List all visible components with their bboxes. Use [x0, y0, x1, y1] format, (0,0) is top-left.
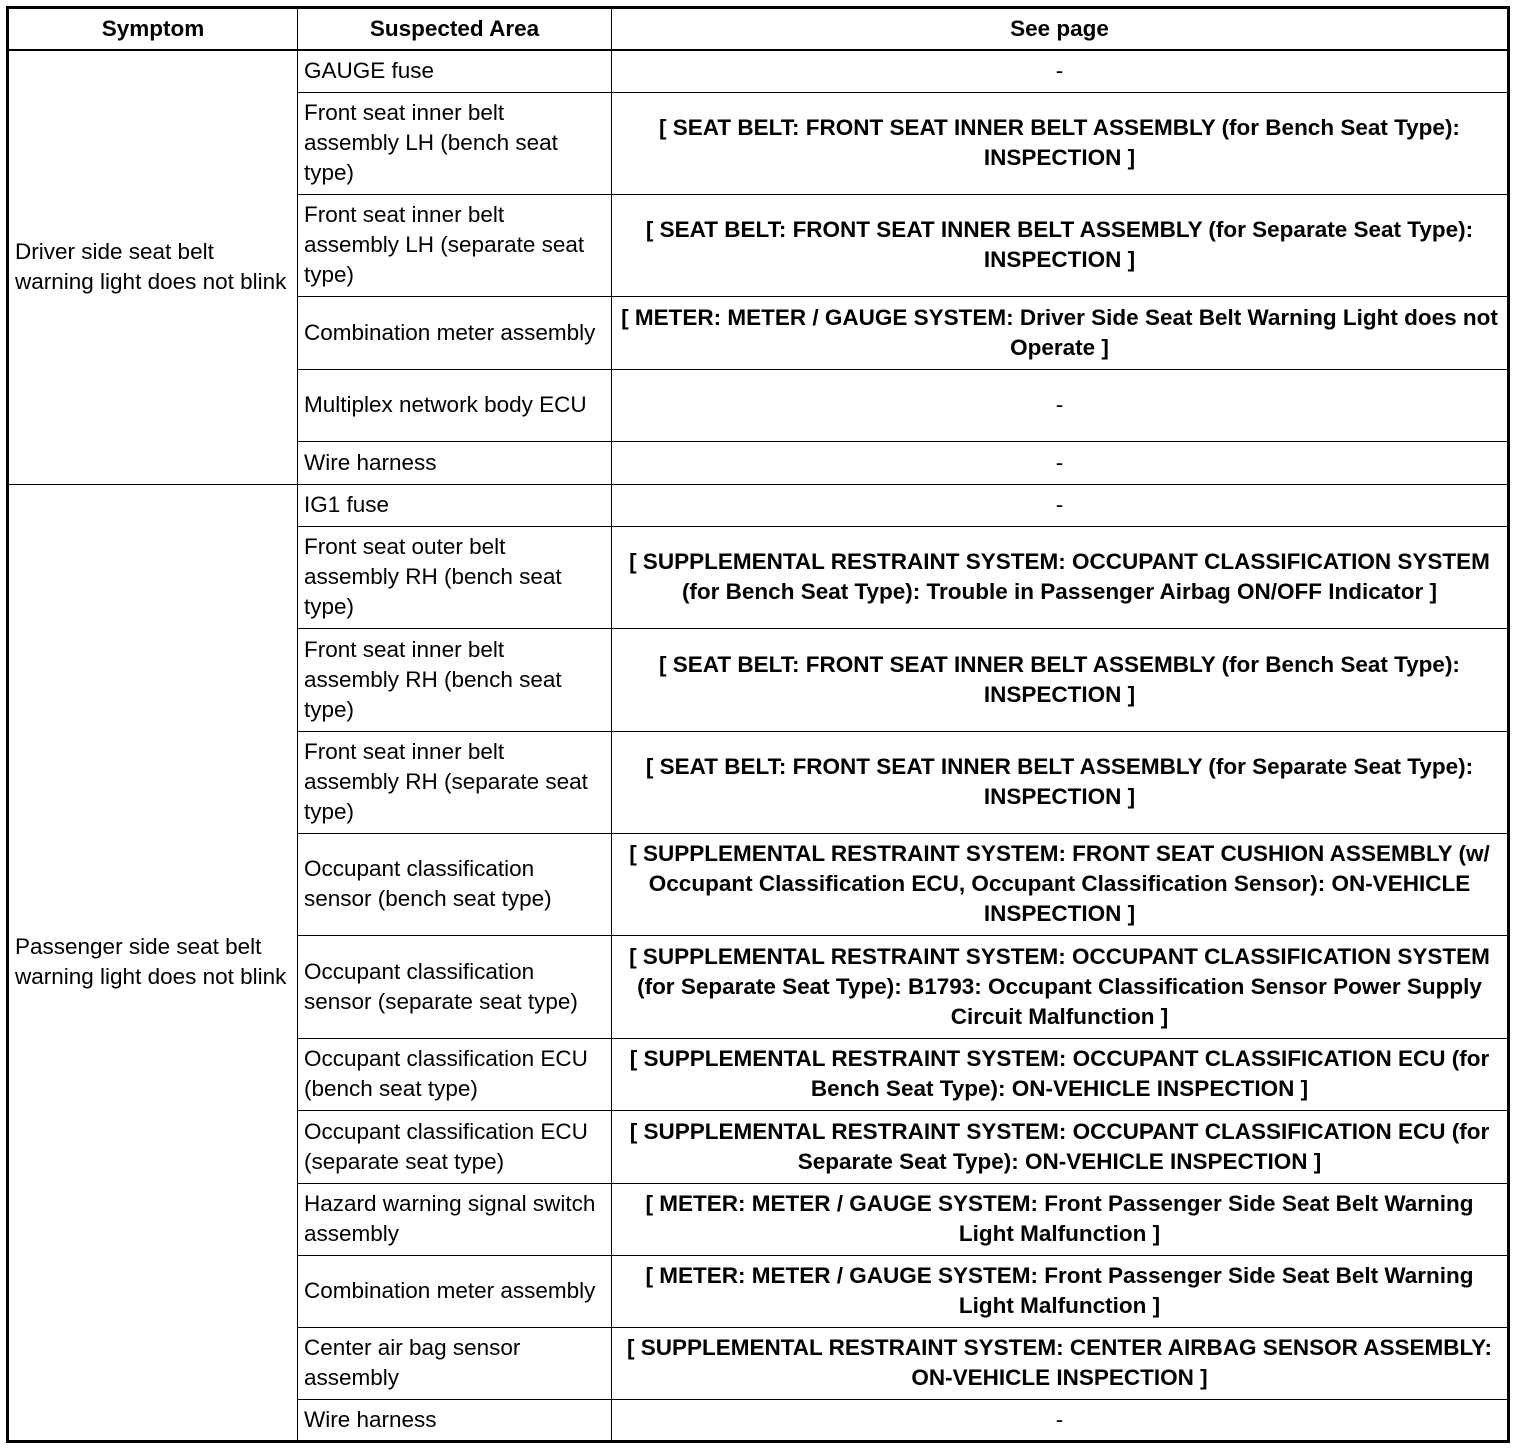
see-page-link[interactable]: [ METER: METER / GAUGE SYSTEM: Driver Side Seat Belt Warning Light does not Operate ]	[612, 296, 1509, 369]
table-row	[8, 484, 1509, 526]
symptom-cell: Driver side seat belt warning light does not blink	[8, 50, 298, 484]
see-page-link[interactable]: [ SUPPLEMENTAL RESTRAINT SYSTEM: CENTER AIRBAG SENSOR ASSEMBLY: ON-VEHICLE INSPECTION ]	[612, 1327, 1509, 1399]
suspected-area-cell: Combination meter assembly	[298, 1255, 612, 1327]
suspected-area-cell: Occupant classification ECU (separate seat type)	[298, 1110, 612, 1183]
suspected-area-cell: Combination meter assembly	[298, 296, 612, 369]
header-see-page: See page	[612, 8, 1509, 51]
no-reference-cell: -	[612, 484, 1509, 526]
suspected-area-cell: Front seat outer belt assembly RH (bench seat type)	[298, 526, 612, 628]
see-page-link[interactable]: [ SEAT BELT: FRONT SEAT INNER BELT ASSEMBLY (for Separate Seat Type): INSPECTION ]	[612, 194, 1509, 296]
suspected-area-cell: Multiplex network body ECU	[298, 369, 612, 441]
see-page-link[interactable]: [ METER: METER / GAUGE SYSTEM: Front Passenger Side Seat Belt Warning Light Malfunction ]	[612, 1255, 1509, 1327]
header-row	[8, 8, 1509, 51]
no-reference-cell: -	[612, 441, 1509, 484]
see-page-link[interactable]: [ SUPPLEMENTAL RESTRAINT SYSTEM: OCCUPANT CLASSIFICATION ECU (for Bench Seat Type): ON-VEHICLE INSPECTION ]	[612, 1038, 1509, 1110]
see-page-link[interactable]: [ SUPPLEMENTAL RESTRAINT SYSTEM: OCCUPANT CLASSIFICATION ECU (for Separate Seat Type): ON-VEHICLE INSPECTION ]	[612, 1110, 1509, 1183]
no-reference-cell: -	[612, 1399, 1509, 1441]
see-page-link[interactable]: [ SUPPLEMENTAL RESTRAINT SYSTEM: OCCUPANT CLASSIFICATION SYSTEM (for Separate Seat Type): B1793: Occupant Classification Sensor Power Supply Circuit Malfunction ]	[612, 935, 1509, 1038]
suspected-area-cell: GAUGE fuse	[298, 50, 612, 92]
table-row	[8, 50, 1509, 92]
suspected-area-cell: Front seat inner belt assembly RH (separate seat type)	[298, 731, 612, 833]
suspected-area-cell: Center air bag sensor assembly	[298, 1327, 612, 1399]
see-page-link[interactable]: [ SUPPLEMENTAL RESTRAINT SYSTEM: OCCUPANT CLASSIFICATION SYSTEM (for Bench Seat Type): Trouble in Passenger Airbag ON/OFF Indicator ]	[612, 526, 1509, 628]
suspected-area-cell: Wire harness	[298, 1399, 612, 1441]
see-page-link[interactable]: [ SEAT BELT: FRONT SEAT INNER BELT ASSEMBLY (for Bench Seat Type): INSPECTION ]	[612, 92, 1509, 194]
table-body	[8, 50, 1509, 1441]
suspected-area-cell: IG1 fuse	[298, 484, 612, 526]
suspected-area-cell: Wire harness	[298, 441, 612, 484]
symptom-cell: Passenger side seat belt warning light does not blink	[8, 484, 298, 1441]
suspected-area-cell: Front seat inner belt assembly LH (separate seat type)	[298, 194, 612, 296]
suspected-area-cell: Occupant classification ECU (bench seat type)	[298, 1038, 612, 1110]
header-symptom: Symptom	[8, 8, 298, 51]
suspected-area-cell: Front seat inner belt assembly RH (bench seat type)	[298, 628, 612, 731]
see-page-link[interactable]: [ METER: METER / GAUGE SYSTEM: Front Passenger Side Seat Belt Warning Light Malfunction ]	[612, 1183, 1509, 1255]
see-page-link[interactable]: [ SEAT BELT: FRONT SEAT INNER BELT ASSEMBLY (for Separate Seat Type): INSPECTION ]	[612, 731, 1509, 833]
no-reference-cell: -	[612, 50, 1509, 92]
suspected-area-cell: Front seat inner belt assembly LH (bench seat type)	[298, 92, 612, 194]
header-suspected-area: Suspected Area	[298, 8, 612, 51]
suspected-area-cell: Occupant classification sensor (separate seat type)	[298, 935, 612, 1038]
suspected-area-cell: Occupant classification sensor (bench seat type)	[298, 833, 612, 935]
suspected-area-cell: Hazard warning signal switch assembly	[298, 1183, 612, 1255]
see-page-link[interactable]: [ SEAT BELT: FRONT SEAT INNER BELT ASSEMBLY (for Bench Seat Type): INSPECTION ]	[612, 628, 1509, 731]
see-page-link[interactable]: [ SUPPLEMENTAL RESTRAINT SYSTEM: FRONT SEAT CUSHION ASSEMBLY (w/ Occupant Classification ECU, Occupant Classification Sensor): ON-VEHICLE INSPECTION ]	[612, 833, 1509, 935]
no-reference-cell: -	[612, 369, 1509, 441]
troubleshooting-table	[6, 6, 1510, 1443]
